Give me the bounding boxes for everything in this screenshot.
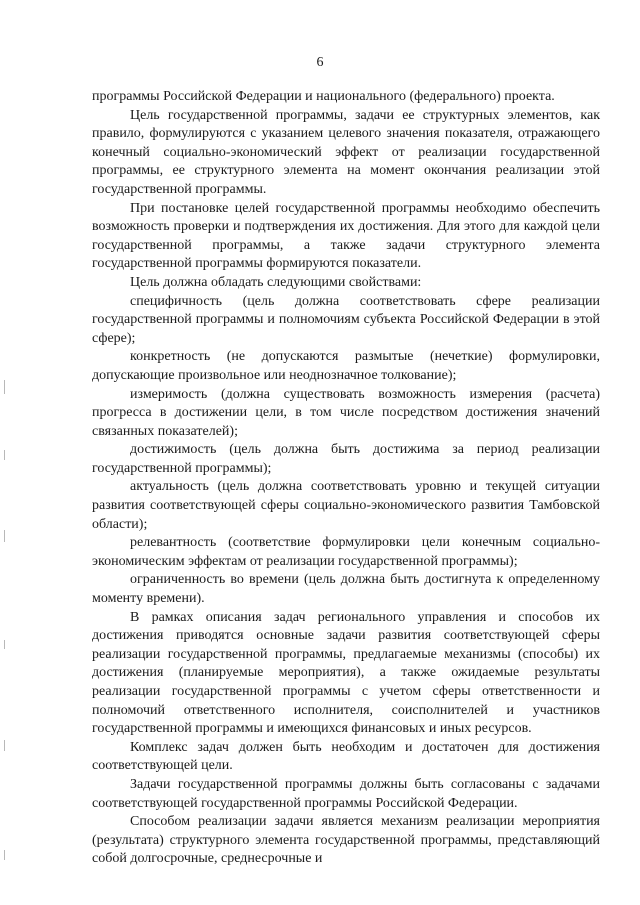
paragraph: В рамках описания задач регионального управления и способов их достижения приводятся основные задачи развития соответствующей сферы реализации государственной программы, предлагаемые механизмы (способы) их достижения (планируемые мероприятия), а также ожидаемые результаты реализации государственной программы с учетом сферы ответственности и полномочий ответственного исполнителя, соисполнителей и участников государственной программы и имеющихся финансовых и иных ресурсов. — [92, 609, 600, 737]
paragraph: программы Российской Федерации и национального (федерального) проекта. — [92, 89, 555, 104]
paragraph: Способом реализации задачи является механизм реализации мероприятия (результата) структурного элемента государственной программы, представляющий собой долгосрочные, среднесрочные и — [92, 814, 600, 867]
list-item: релевантность (соответствие формулировки цели конечным социально-экономическим эффектам от реализации государственной программы); — [92, 535, 600, 569]
page-number: 6 — [316, 55, 324, 70]
document-body — [92, 88, 600, 869]
list-item: ограниченность во времени (цель должна быть достигнута к определенному моменту времени). — [92, 572, 600, 607]
list-item: конкретность (не допускаются размытые (нечеткие) формулировки, допускающие произвольное или неоднозначное толкование); — [92, 349, 600, 383]
paragraph: Комплекс задач должен быть необходим и достаточен для достижения соответствующей цели. — [92, 739, 600, 774]
paragraph: Задачи государственной программы должны быть согласованы с задачами соответствующей государственной программы Российской Федерации. — [92, 776, 600, 811]
paragraph: При постановке целей государственной программы необходимо обеспечить возможность проверки и подтверждения их достижения. Для этого для каждой цели государственной программы, а также задачи структурного элемента государственной программы формируются показатели. — [92, 200, 600, 272]
paragraph: Цель государственной программы, задачи ее структурных элементов, как правило, формулируются с указанием целевого значения показателя, отражающего конечный социально-экономический эффект от реализации государственной программы, ее структурного элемента на момент окончания реализации этой государственной программы. — [92, 107, 600, 197]
scan-margin-marks — [4, 380, 6, 900]
paragraph: Цель должна обладать следующими свойствами: — [130, 274, 422, 290]
list-item: измеримость (должна существовать возможность измерения (расчета) прогресса в достижении цели, в том числе посредством достижения значений связанных показателей); — [92, 386, 600, 439]
list-item: специфичность (цель должна соответствовать сфере реализации государственной программы и полномочиям субъекта Российской Федерации в этой сфере); — [92, 293, 600, 346]
list-item: достижимость (цель должна быть достижима за период реализации государственной программы); — [92, 442, 600, 476]
list-item: актуальность (цель должна соответствовать уровню и текущей ситуации развития соответствующей сферы социально-экономического развития Тамбовской области); — [92, 479, 600, 532]
